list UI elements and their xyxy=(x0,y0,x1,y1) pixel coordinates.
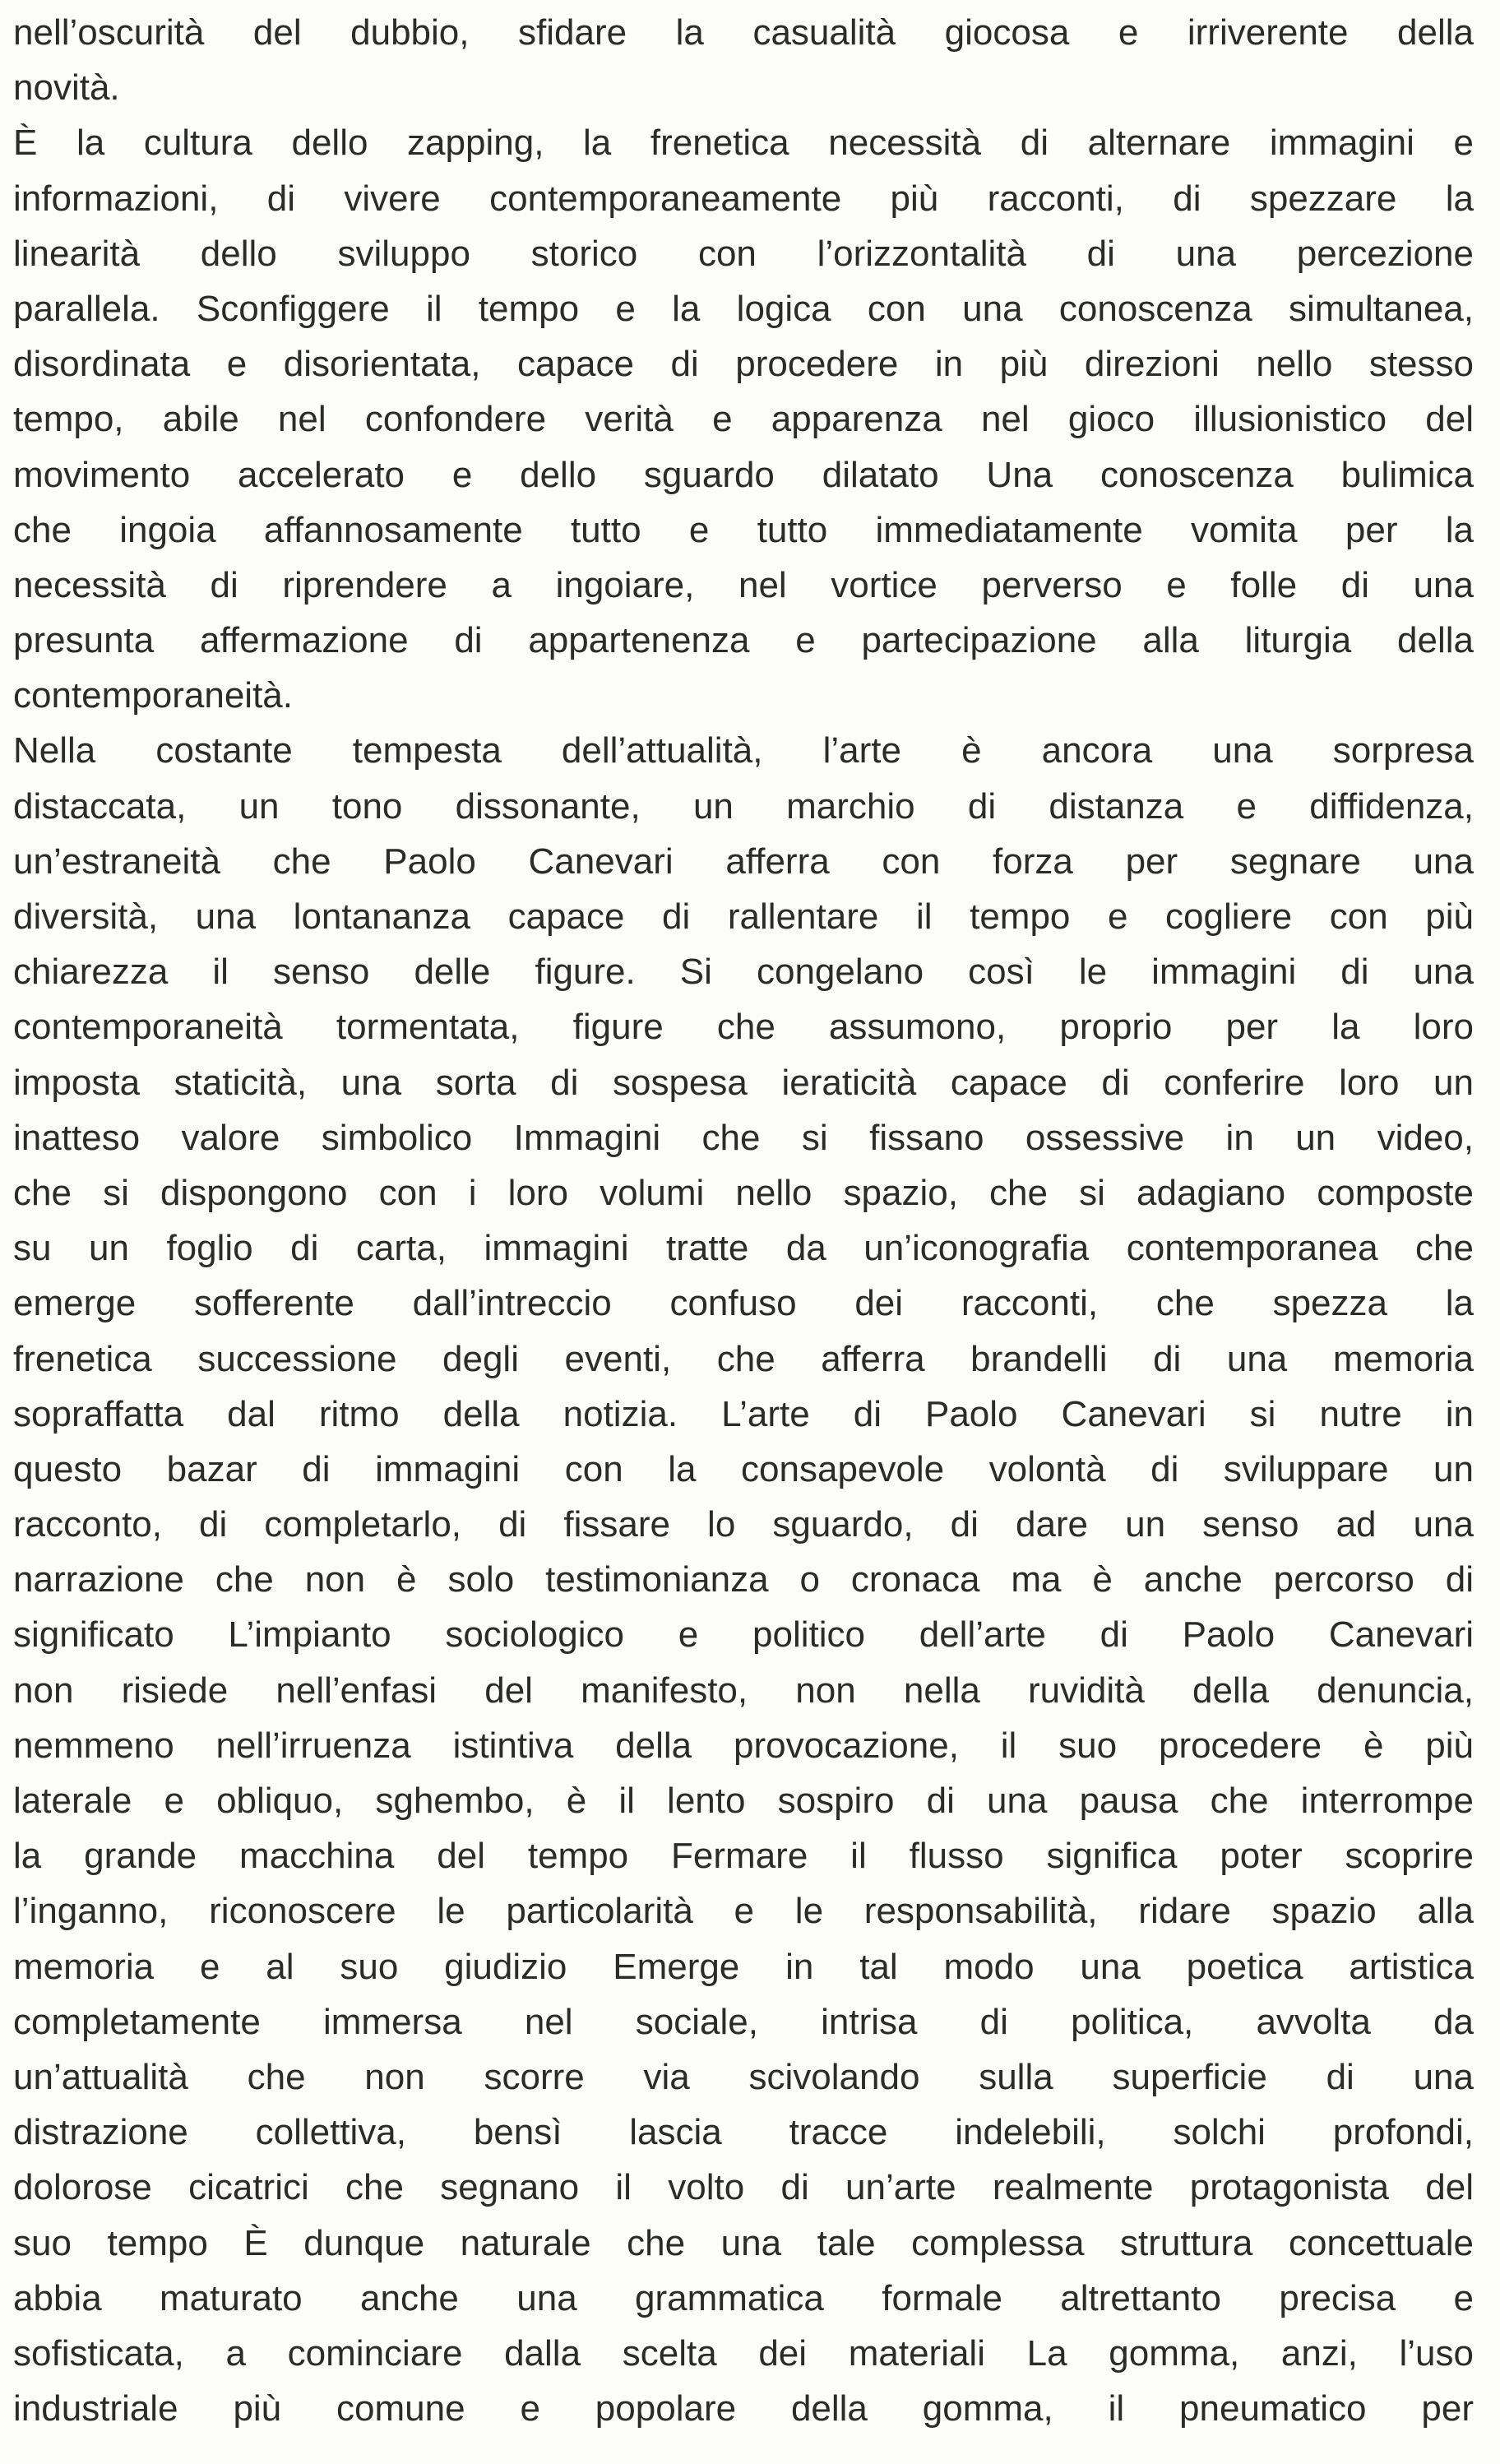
text-line: Nella costante tempesta dell’attualità, l’arte è ancora una sorpresa xyxy=(13,730,1474,771)
text-line: nell’oscurità del dubbio, sfidare la casualità giocosa e irriverente della xyxy=(13,12,1474,53)
text-line: su un foglio di carta, immagini tratte da un’iconografia contemporanea che xyxy=(13,1228,1474,1269)
text-line: un’estraneità che Paolo Canevari afferra con forza per segnare una xyxy=(13,841,1474,882)
text-line: completamente immersa nel sociale, intrisa di politica, avvolta da xyxy=(13,2001,1474,2042)
text-line: contemporaneità. xyxy=(13,675,293,716)
document-page xyxy=(13,5,1474,2436)
text-line: linearità dello sviluppo storico con l’orizzontalità di una percezione xyxy=(13,233,1474,274)
text-line: abbia maturato anche una grammatica formale altrettanto precisa e xyxy=(13,2277,1474,2318)
text-line: significato L’impianto sociologico e politico dell’arte di Paolo Canevari xyxy=(13,1614,1474,1656)
text-line: l’inganno, riconoscere le particolarità e le responsabilità, ridare spazio alla xyxy=(13,1891,1474,1932)
text-line: È la cultura dello zapping, la frenetica necessità di alternare immagini e xyxy=(13,123,1474,164)
text-line: non risiede nell’enfasi del manifesto, non nella ruvidità della denuncia, xyxy=(13,1670,1474,1711)
text-line: frenetica successione degli eventi, che afferra brandelli di una memoria xyxy=(13,1338,1474,1379)
text-line: che si dispongono con i loro volumi nello spazio, che si adagiano composte xyxy=(13,1172,1474,1213)
text-line: dolorose cicatrici che segnano il volto di un’arte realmente protagonista del xyxy=(13,2167,1474,2208)
text-line: memoria e al suo giudizio Emerge in tal modo una poetica artistica xyxy=(13,1946,1474,1987)
text-line: disordinata e disorientata, capace di procedere in più direzioni nello stesso xyxy=(13,344,1474,385)
text-line: racconto, di completarlo, di fissare lo sguardo, di dare un senso ad una xyxy=(13,1504,1474,1545)
text-line: necessità di riprendere a ingoiare, nel vortice perverso e folle di una xyxy=(13,564,1474,605)
text-line: informazioni, di vivere contemporaneamente più racconti, di spezzare la xyxy=(13,178,1474,219)
text-line: industriale più comune e popolare della gomma, il pneumatico per xyxy=(13,2388,1474,2429)
text-line: laterale e obliquo, sghembo, è il lento sospiro di una pausa che interrompe xyxy=(13,1781,1474,1821)
text-line: contemporaneità tormentata, figure che assumono, proprio per la loro xyxy=(13,1007,1474,1048)
text-line: novità. xyxy=(13,67,120,109)
text-line: questo bazar di immagini con la consapevole volontà di sviluppare un xyxy=(13,1448,1474,1489)
text-line: distaccata, un tono dissonante, un marchio di distanza e diffidenza, xyxy=(13,785,1474,827)
text-line: chiarezza il senso delle figure. Si congelano così le immagini di una xyxy=(13,952,1474,993)
text-line: emerge sofferente dall’intreccio confuso dei racconti, che spezza la xyxy=(13,1283,1474,1324)
text-line: diversità, una lontananza capace di rallentare il tempo e cogliere con più xyxy=(13,896,1474,937)
text-line: nemmeno nell’irruenza istintiva della provocazione, il suo procedere è più xyxy=(13,1725,1474,1766)
text-line: la grande macchina del tempo Fermare il flusso significa poter scoprire xyxy=(13,1836,1474,1877)
text-line: sofisticata, a cominciare dalla scelta dei materiali La gomma, anzi, l’uso xyxy=(13,2332,1474,2374)
text-line: movimento accelerato e dello sguardo dilatato Una conoscenza bulimica xyxy=(13,454,1474,495)
text-line: tempo, abile nel confondere verità e apparenza nel gioco illusionistico del xyxy=(13,399,1474,440)
text-line: suo tempo È dunque naturale che una tale complessa struttura concettuale xyxy=(13,2222,1474,2263)
text-line: presunta affermazione di appartenenza e partecipazione alla liturgia della xyxy=(13,620,1474,661)
text-line: che ingoia affannosamente tutto e tutto immediatamente vomita per la xyxy=(13,509,1474,550)
text-line: narrazione che non è solo testimonianza o cronaca ma è anche percorso di xyxy=(13,1559,1474,1600)
text-line: inatteso valore simbolico Immagini che si fissano ossessive in un video, xyxy=(13,1117,1474,1158)
text-line: imposta staticità, una sorta di sospesa ieraticità capace di conferire loro un xyxy=(13,1062,1474,1103)
text-line: sopraffatta dal ritmo della notizia. L’arte di Paolo Canevari si nutre in xyxy=(13,1393,1474,1434)
text-line: distrazione collettiva, bensì lascia tracce indelebili, solchi profondi, xyxy=(13,2112,1474,2153)
text-line: un’attualità che non scorre via scivolando sulla superficie di una xyxy=(13,2056,1474,2097)
text-line: parallela. Sconfiggere il tempo e la logica con una conoscenza simultanea, xyxy=(13,288,1474,329)
